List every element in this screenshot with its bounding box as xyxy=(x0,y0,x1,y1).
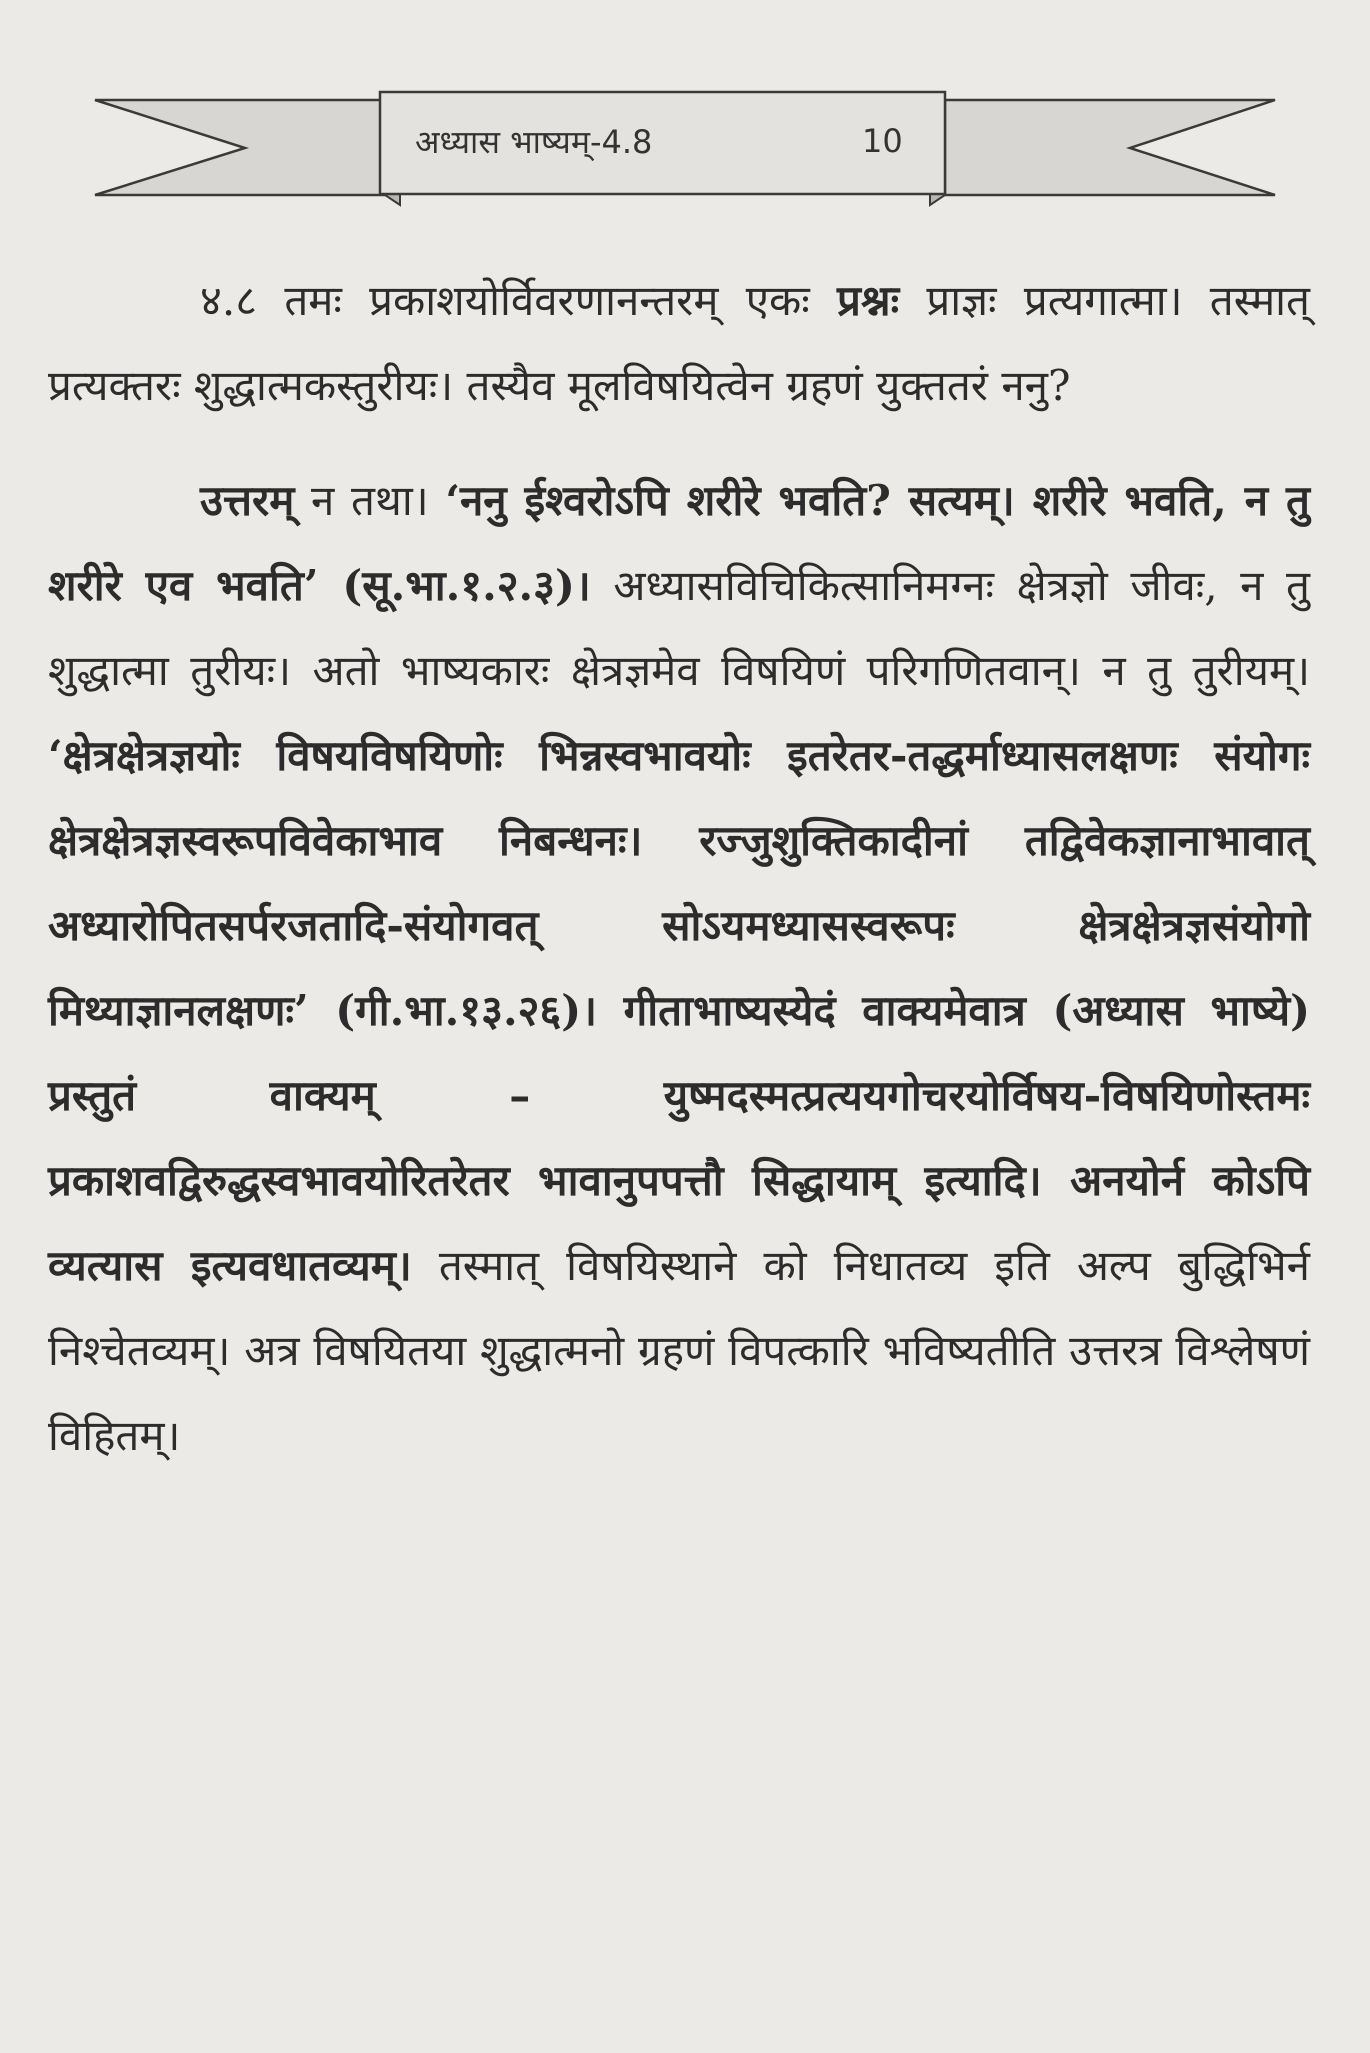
paragraph-answer xyxy=(48,458,1310,1478)
question-intro: ४.८ तमः प्रकाशयोर्विवरणानन्तरम् एकः xyxy=(200,276,837,325)
answer-label: उत्तरम् xyxy=(200,476,295,525)
question-text: प्राज्ञः प्रत्यगात्मा। तस्मात् प्रत्यक्तरः शुद्धात्मकस्तुरीयः। तस्यैव मूलविषयित्वेन ग्रहणं युक्ततरं ननु? xyxy=(48,276,1310,410)
answer-lead: न तथा। xyxy=(294,476,446,525)
header-title: अध्यास भाष्यम्-4.8 xyxy=(415,123,653,161)
answer-commentary: अध्यासविचिकित्सानिमग्नः क्षेत्रज्ञो जीवः, न तु शुद्धात्मा तुरीयः। अतो भाष्यकारः क्षेत्रज्ञमेव विषयिणं परिगणितवान्। न तु तुरीयम्। xyxy=(48,561,1311,695)
header-ribbon-banner xyxy=(0,0,1370,230)
body-text xyxy=(48,258,1310,1508)
gita-bhashya-quote: ‘क्षेत्रक्षेत्रज्ञयोः विषयविषयिणोः भिन्नस्वभावयोः इतरेतर-तद्धर्माध्यासलक्षणः संयोगः क्षेत्रक्षेत्रज्ञस्वरूपविवेकाभाव निबन्धनः। रज्जुशुक्तिकादीनां तद्विवेकज्ञानाभावात् अध्यारोपितसर्परजतादि-संयोगवत् सोऽयमध्यासस्वरूपः क्षेत्रक्षेत्रज्ञसंयोगो मिथ्याज्ञानलक्षणः’ (गी.भा.१३.२६)। गीताभाष्यस्येदं वाक्यमेवात्र (अध्यास भाष्ये) प्रस्तुतं वाक्यम् – युष्मदस्मत्प्रत्ययगोचरयोर्विषय-विषयिणोस्तमः प्रकाशवद्विरुद्धस्वभावयोरितरेतर भावानुपपत्तौ सिद्धायाम् इत्यादि। अनयोर्न कोऽपि व्यत्यास इत्यवधातव्यम्। xyxy=(48,731,1310,1290)
sutra-bhashya-quote: ‘ननु ईश्वरोऽपि शरीरे भवति? सत्यम्। शरीरे भवति, न तु शरीरे एव भवति’ (सू.भा.१.२.३)। xyxy=(48,476,1310,610)
question-label: प्रश्नः xyxy=(837,276,900,325)
paragraph-question xyxy=(48,258,1310,428)
answer-conclusion: तस्मात् विषयिस्थाने को निधातव्य इति अल्प बुद्धिभिर्न निश्चेतव्यम्। अत्र विषयितया शुद्धात्मनो ग्रहणं विपत्कारि भविष्यतीति उत्तरत्र विश्लेषणं विहितम्। xyxy=(48,1241,1310,1460)
page-number: 10 xyxy=(862,122,903,160)
